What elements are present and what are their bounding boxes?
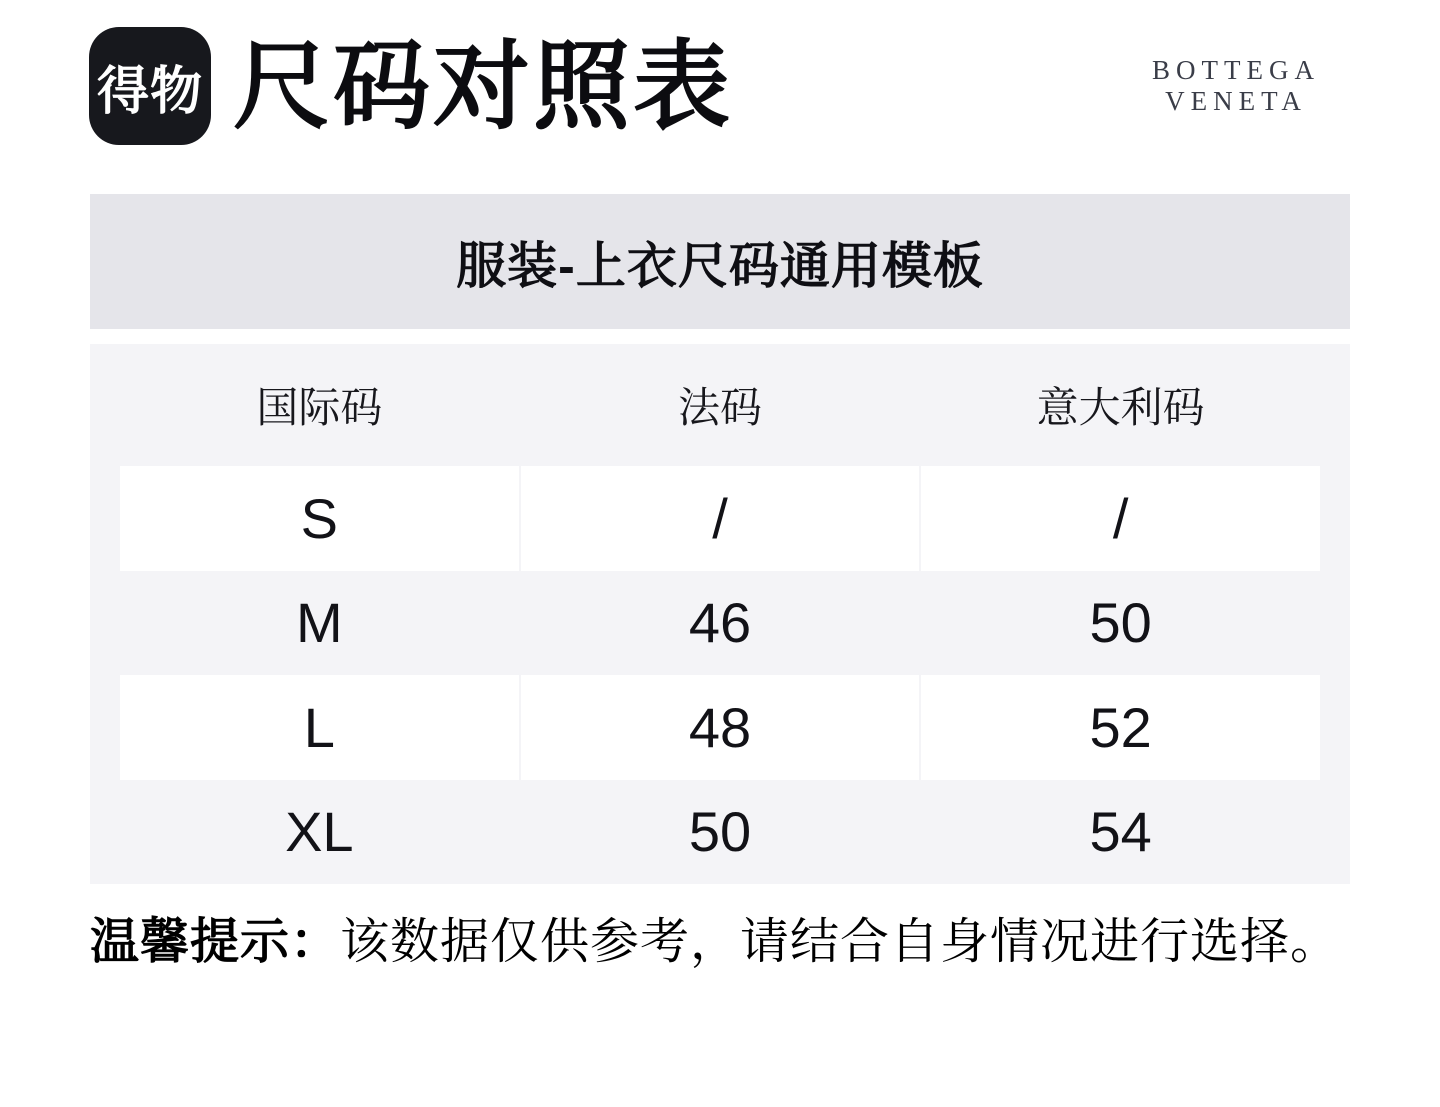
cell-fr: 48 (521, 675, 920, 780)
brand-line-1: BOTTEGA (1152, 55, 1320, 85)
cell-fr: 46 (688, 591, 752, 655)
table-header-row (120, 344, 1320, 466)
cell-fr: 50 (688, 800, 752, 864)
cell-intl: M (296, 591, 343, 655)
column-header-it: 意大利码 (1036, 384, 1205, 431)
footer-tip-text: 该数据仅供参考，请结合自身情况进行选择。 (340, 915, 1341, 969)
cell-it: / (921, 466, 1320, 571)
table-row (120, 675, 1320, 780)
dewu-logo (89, 27, 211, 145)
table-row (120, 466, 1320, 571)
column-header-fr: 法码 (677, 384, 762, 431)
cell-intl: XL (285, 800, 354, 864)
cell-it: 54 (1089, 800, 1152, 864)
size-table (90, 344, 1350, 884)
cell-intl: L (120, 675, 519, 780)
brand-line-2: VENETA (1165, 86, 1307, 116)
cell-intl: S (120, 466, 519, 571)
cell-fr: / (521, 466, 920, 571)
table-row (120, 571, 1320, 676)
column-header-intl: 国际码 (256, 384, 383, 431)
template-banner (90, 194, 1350, 329)
cell-it: 52 (921, 675, 1320, 780)
brand-logo (1152, 55, 1320, 117)
page-header (89, 24, 1350, 148)
template-banner-title: 服装-上衣尺码通用模板 (456, 237, 984, 294)
page-title: 尺码对照表 (233, 31, 733, 141)
table-row (120, 780, 1320, 885)
cell-it: 50 (1089, 591, 1152, 655)
dewu-logo-text: 得物 (96, 62, 203, 121)
footer-tip-label: 温馨提示： (90, 915, 341, 969)
footer-tip (90, 903, 1390, 973)
